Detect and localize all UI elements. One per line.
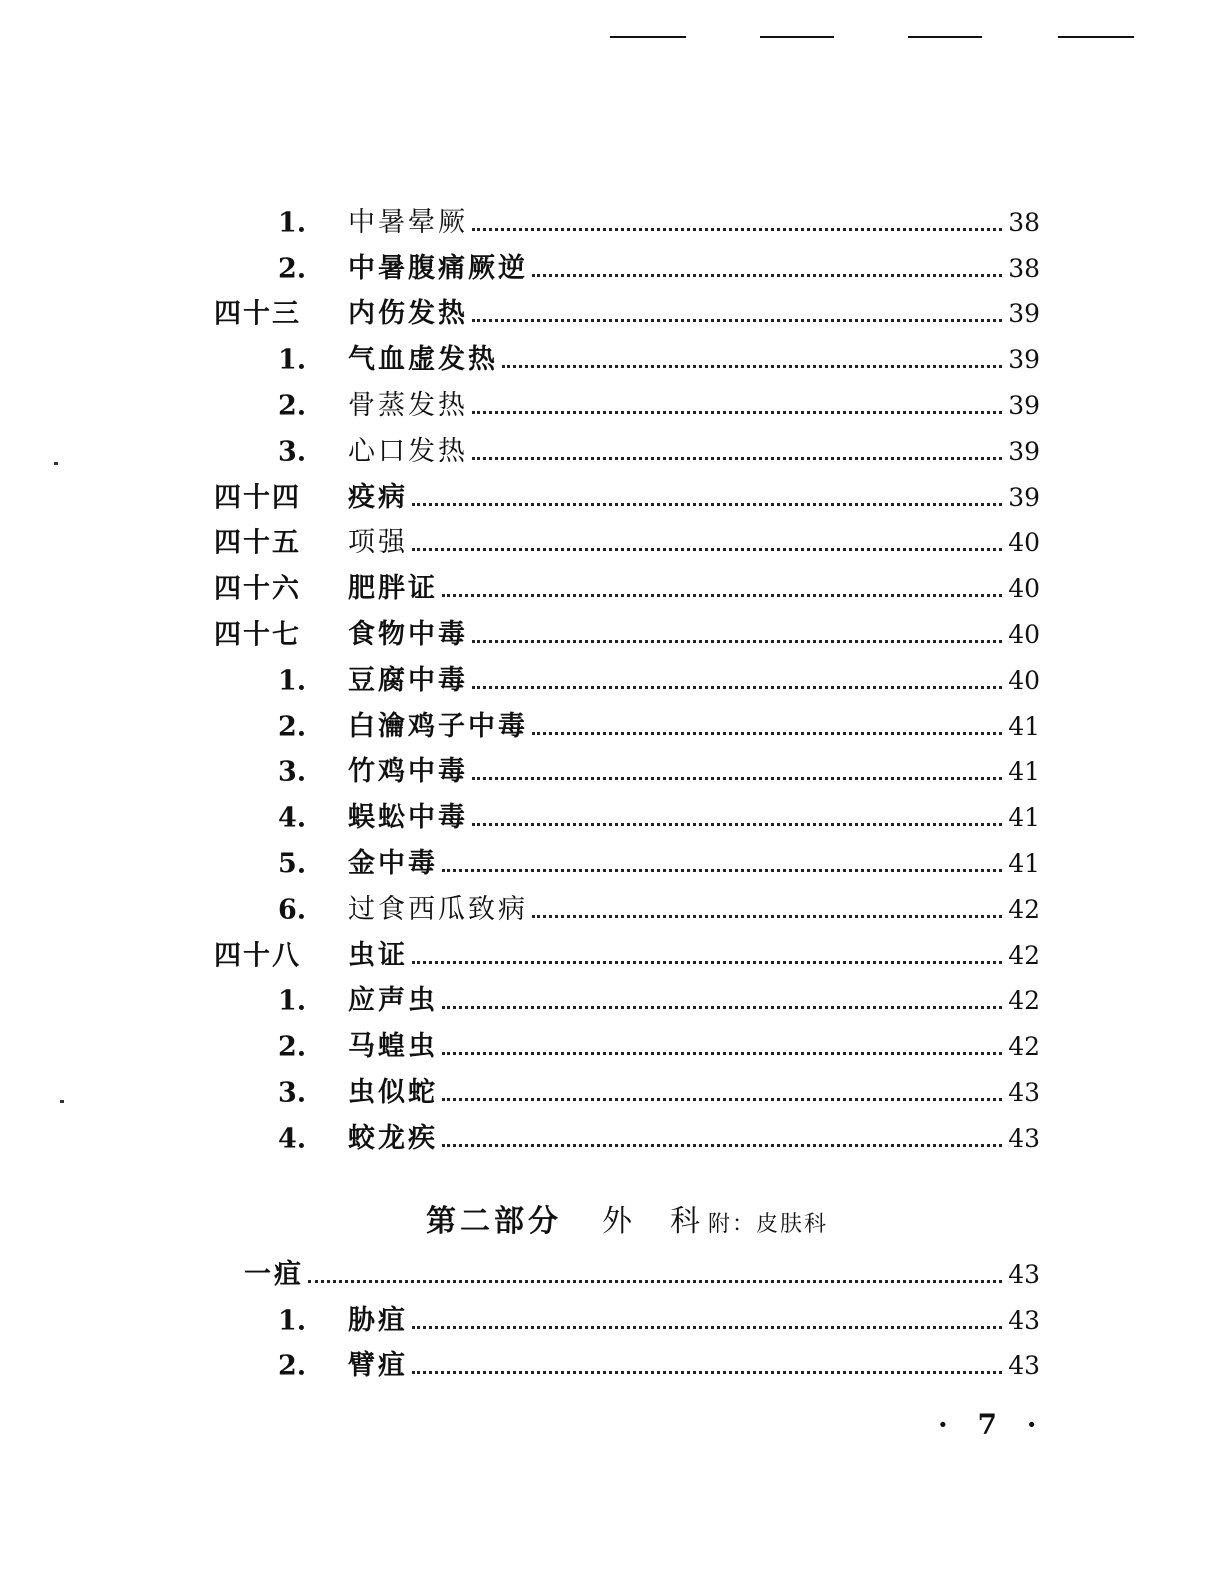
top-rule-4 bbox=[1058, 36, 1134, 38]
toc-entry-title: 蛟龙疾 bbox=[348, 1122, 438, 1154]
toc-entry bbox=[200, 337, 1040, 383]
toc-entry bbox=[200, 1252, 1040, 1298]
toc-entry-page: 39 bbox=[1008, 436, 1040, 466]
dot-leader bbox=[472, 686, 1002, 689]
toc-entry bbox=[200, 795, 1040, 841]
toc-entry bbox=[200, 246, 1040, 292]
toc-entry-page: 42 bbox=[1008, 940, 1040, 970]
toc-entry-body bbox=[348, 481, 1040, 513]
section-heading bbox=[426, 1196, 828, 1240]
toc-entry-number: 四十七 bbox=[214, 619, 301, 651]
toc-entry-title: 骨蒸发热 bbox=[348, 390, 468, 422]
toc-entry bbox=[200, 1116, 1040, 1162]
dot-leader bbox=[442, 1006, 1002, 1009]
toc-entry-title: 蜈蚣中毒 bbox=[348, 802, 468, 834]
toc-entry-page: 39 bbox=[1008, 391, 1040, 421]
toc-entry-number: 3. bbox=[278, 756, 307, 788]
toc-entry-title: 虫证 bbox=[348, 939, 408, 971]
toc-entry-title: 中暑腹痛厥逆 bbox=[348, 252, 528, 284]
section-name: 外科 bbox=[602, 1204, 738, 1239]
toc-entry-body bbox=[348, 529, 1040, 557]
toc-entry-body bbox=[348, 575, 1040, 603]
toc-entry-number: 1. bbox=[278, 344, 307, 376]
toc-entry-number: 四十八 bbox=[214, 940, 301, 972]
toc-entry-title: 中暑晕厥 bbox=[348, 206, 468, 238]
toc-entry-number: 2. bbox=[278, 1350, 307, 1382]
toc-entry-page: 40 bbox=[1008, 620, 1040, 650]
toc-entry-title: 心口发热 bbox=[348, 435, 468, 467]
table-of-contents-part-two bbox=[200, 1252, 1040, 1389]
toc-entry-page: 43 bbox=[1008, 1259, 1040, 1289]
toc-entry-body bbox=[348, 1033, 1040, 1061]
toc-entry-page: 41 bbox=[1008, 757, 1040, 787]
section-part: 第二部分 bbox=[426, 1204, 562, 1239]
toc-entry bbox=[200, 658, 1040, 704]
toc-entry-number: 3. bbox=[278, 436, 307, 468]
toc-entry-number: 四十三 bbox=[214, 298, 301, 330]
toc-entry-title: 豆腐中毒 bbox=[348, 664, 468, 696]
toc-entry-number: 2. bbox=[278, 711, 307, 743]
dot-leader bbox=[532, 732, 1002, 735]
toc-entry-body bbox=[348, 664, 1040, 696]
toc-entry-page: 43 bbox=[1008, 1351, 1040, 1381]
dot-leader bbox=[472, 319, 1002, 322]
toc-entry bbox=[200, 475, 1040, 521]
dot-leader bbox=[472, 411, 1002, 414]
toc-entry-page: 39 bbox=[1008, 299, 1040, 329]
toc-entry-body bbox=[348, 346, 1040, 374]
toc-entry-body bbox=[348, 300, 1040, 328]
toc-entry-page: 41 bbox=[1008, 803, 1040, 833]
toc-entry-title: 一疽 bbox=[244, 1258, 304, 1290]
toc-entry-number: 四十五 bbox=[214, 527, 301, 559]
toc-entry-body bbox=[348, 1079, 1040, 1107]
toc-entry-title: 内伤发热 bbox=[348, 298, 468, 330]
toc-entry bbox=[200, 612, 1040, 658]
toc-entry bbox=[200, 887, 1040, 933]
dot-leader bbox=[412, 961, 1002, 964]
toc-entry-page: 41 bbox=[1008, 849, 1040, 879]
table-of-contents bbox=[200, 200, 1040, 1162]
dot-leader bbox=[442, 594, 1002, 597]
dot-leader bbox=[412, 503, 1002, 506]
dot-leader bbox=[412, 1371, 1002, 1374]
toc-entry-title: 疫病 bbox=[348, 481, 408, 513]
toc-entry-page: 40 bbox=[1008, 665, 1040, 695]
dot-leader bbox=[532, 915, 1002, 918]
dot-leader bbox=[442, 1098, 1002, 1101]
toc-entry bbox=[200, 1344, 1040, 1390]
toc-entry-page: 42 bbox=[1008, 894, 1040, 924]
toc-entry bbox=[200, 979, 1040, 1025]
toc-entry bbox=[200, 292, 1040, 338]
toc-entry bbox=[200, 841, 1040, 887]
toc-entry-number: 四十四 bbox=[214, 482, 301, 514]
toc-entry-number: 1. bbox=[278, 665, 307, 697]
toc-entry-page: 42 bbox=[1008, 986, 1040, 1016]
toc-entry-body bbox=[244, 1258, 1040, 1290]
toc-entry-number: 4. bbox=[278, 1123, 307, 1155]
toc-entry-body bbox=[348, 758, 1040, 786]
toc-entry bbox=[200, 1024, 1040, 1070]
toc-entry-page: 40 bbox=[1008, 528, 1040, 558]
toc-entry-body bbox=[348, 850, 1040, 878]
dot-leader bbox=[442, 1052, 1002, 1055]
dot-leader bbox=[472, 640, 1002, 643]
toc-entry-number: 1. bbox=[278, 1305, 307, 1337]
toc-entry-number: 6. bbox=[278, 894, 307, 926]
toc-entry-title: 项强 bbox=[348, 527, 408, 559]
toc-entry-title: 胁疽 bbox=[348, 1304, 408, 1336]
toc-entry-title: 食物中毒 bbox=[348, 619, 468, 651]
toc-entry-title: 金中毒 bbox=[348, 848, 438, 880]
toc-entry-body bbox=[348, 252, 1040, 284]
toc-entry-title: 过食西瓜致病 bbox=[348, 893, 528, 925]
dot-leader bbox=[532, 274, 1002, 277]
dot-leader bbox=[442, 869, 1002, 872]
dot-leader bbox=[472, 823, 1002, 826]
toc-entry-number: 2. bbox=[278, 390, 307, 422]
toc-entry-page: 39 bbox=[1008, 482, 1040, 512]
toc-entry-number: 2. bbox=[278, 1031, 307, 1063]
toc-entry-number: 1. bbox=[278, 985, 307, 1017]
toc-entry-page: 43 bbox=[1008, 1305, 1040, 1335]
toc-entry-number: 2. bbox=[278, 253, 307, 285]
top-rule-3 bbox=[908, 36, 982, 38]
toc-entry-number: 四十六 bbox=[214, 573, 301, 605]
toc-entry-title: 虫似蛇 bbox=[348, 1077, 438, 1109]
toc-entry bbox=[200, 521, 1040, 567]
dot-leader bbox=[502, 365, 1002, 368]
dot-leader bbox=[442, 1144, 1002, 1147]
toc-entry-title: 应声虫 bbox=[348, 985, 438, 1017]
scan-speck bbox=[60, 1100, 64, 1103]
dot-leader bbox=[308, 1280, 1002, 1283]
toc-entry bbox=[200, 933, 1040, 979]
toc-entry-title: 竹鸡中毒 bbox=[348, 756, 468, 788]
toc-entry bbox=[200, 704, 1040, 750]
toc-entry-body bbox=[348, 435, 1040, 467]
toc-entry-page: 43 bbox=[1008, 1078, 1040, 1108]
toc-entry-number: 3. bbox=[278, 1077, 307, 1109]
section-note: 附：皮肤科 bbox=[708, 1212, 829, 1237]
toc-entry-body bbox=[348, 893, 1040, 925]
toc-entry bbox=[200, 1298, 1040, 1344]
toc-entry bbox=[200, 383, 1040, 429]
toc-entry-body bbox=[348, 206, 1040, 238]
toc-entry-body bbox=[348, 804, 1040, 832]
dot-leader bbox=[412, 548, 1002, 551]
toc-entry-title: 白瀹鸡子中毒 bbox=[348, 710, 528, 742]
dot-leader bbox=[472, 457, 1002, 460]
toc-entry-body bbox=[348, 987, 1040, 1015]
scan-speck bbox=[54, 462, 58, 465]
toc-entry-number: 1. bbox=[278, 207, 307, 239]
toc-entry-page: 39 bbox=[1008, 345, 1040, 375]
toc-entry-body bbox=[348, 1352, 1040, 1380]
top-rule-1 bbox=[610, 36, 686, 38]
toc-entry bbox=[200, 750, 1040, 796]
toc-entry-number: 4. bbox=[278, 802, 307, 834]
toc-entry-page: 41 bbox=[1008, 711, 1040, 741]
top-rule-2 bbox=[760, 36, 834, 38]
toc-entry-body bbox=[348, 392, 1040, 420]
toc-entry-title: 气血虚发热 bbox=[348, 344, 498, 376]
toc-entry bbox=[200, 429, 1040, 475]
toc-entry-body bbox=[348, 1122, 1040, 1154]
dot-leader bbox=[412, 1326, 1002, 1329]
page-number: · 7 · bbox=[938, 1408, 1047, 1441]
toc-entry bbox=[200, 200, 1040, 246]
toc-entry-number: 5. bbox=[278, 848, 307, 880]
toc-entry-title: 马蝗虫 bbox=[348, 1031, 438, 1063]
toc-entry bbox=[200, 566, 1040, 612]
toc-entry-body bbox=[348, 1304, 1040, 1336]
toc-entry-page: 42 bbox=[1008, 1032, 1040, 1062]
toc-entry-page: 38 bbox=[1008, 207, 1040, 237]
toc-entry-body bbox=[348, 939, 1040, 971]
toc-entry bbox=[200, 1070, 1040, 1116]
toc-entry-page: 43 bbox=[1008, 1123, 1040, 1153]
toc-entry-page: 40 bbox=[1008, 574, 1040, 604]
dot-leader bbox=[472, 777, 1002, 780]
toc-entry-body bbox=[348, 621, 1040, 649]
toc-entry-page: 38 bbox=[1008, 253, 1040, 283]
toc-entry-title: 肥胖证 bbox=[348, 573, 438, 605]
toc-entry-body bbox=[348, 710, 1040, 742]
toc-entry-title: 臂疽 bbox=[348, 1350, 408, 1382]
dot-leader bbox=[472, 228, 1002, 231]
